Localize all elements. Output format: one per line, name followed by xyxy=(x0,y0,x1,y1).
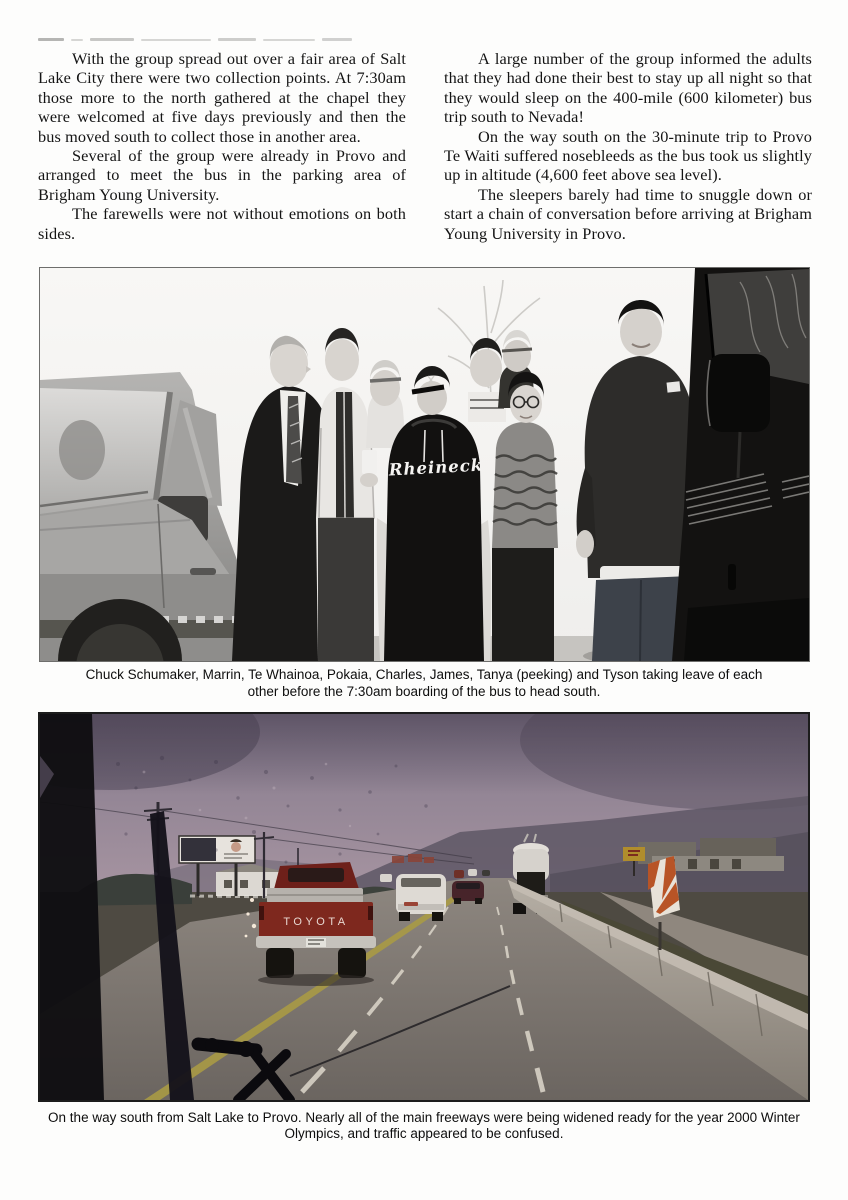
tyson-hand xyxy=(576,530,594,558)
paragraph: With the group spread out over a fair area of Salt Lake City there were two collection points. At 7:30am those more to the north gathered at the chapel they were welcomed at five days previously and then the bus moved south to collect those in another area. xyxy=(38,49,406,146)
white-minivan xyxy=(396,874,446,921)
maroon-sedan xyxy=(452,881,484,904)
te-whainoa-face xyxy=(370,370,400,406)
body-text-columns xyxy=(0,43,848,243)
group-photo-caption: Chuck Schumaker, Marrin, Te Whainoa, Pokaia, Charles, James, Tanya (peeking) and Tyson taking leave of each other before the 7:30am boarding of the bus to head south. xyxy=(85,667,763,699)
paragraph: The sleepers barely had time to snuggle down or start a chain of conversation before arriving at Brigham Young University in Provo. xyxy=(444,184,812,243)
pokaia-hoodie xyxy=(384,414,484,661)
tailgate-text: TOYOTA xyxy=(283,915,349,928)
text-column-left xyxy=(38,49,406,243)
hoodie-text: Rheineck xyxy=(387,455,484,480)
right-van xyxy=(672,268,809,661)
marrin-cup xyxy=(362,450,377,474)
paragraph: A large number of the group informed the adults that they had done their best to stay up all night so that they would sleep on the 400-mile (600 kilometer) bus trip south to Nevada! xyxy=(444,49,812,127)
tanya-sweater xyxy=(492,422,558,548)
group-photo-illustration xyxy=(40,268,809,661)
tyson-logo-patch xyxy=(666,381,680,392)
james-face xyxy=(503,340,531,372)
text-column-right xyxy=(444,49,812,243)
group-photo xyxy=(39,267,810,662)
tyson-face xyxy=(620,308,662,356)
photo-freeway xyxy=(0,712,848,1144)
freeway-photo xyxy=(38,712,810,1102)
paragraph: The farewells were not without emotions on both sides. xyxy=(38,204,406,243)
freeway-photo-illustration xyxy=(40,714,808,1100)
paragraph: Several of the group were already in Provo and arranged to meet the bus in the parking area of Brigham Young University. xyxy=(38,146,406,204)
paragraph: On the way south on the 30-minute trip to Provo Te Waiti suffered nosebleeds as the bus took us slightly up in altitude (4,600 feet above sea level). xyxy=(444,126,812,185)
freeway-photo-caption: On the way south from Salt Lake to Provo. Nearly all of the main freeways were being widened ready for the year 2000 Winter Olympics, and traffic appeared to be confused. xyxy=(48,1109,800,1142)
billboard-face xyxy=(231,842,241,852)
photo-group-farewell xyxy=(0,267,848,701)
pickup-rear-window xyxy=(288,868,344,882)
marrin-face xyxy=(325,339,359,381)
right-van-mirror xyxy=(708,354,770,432)
charles-face xyxy=(470,349,502,387)
page-scan-artifact xyxy=(38,36,354,43)
